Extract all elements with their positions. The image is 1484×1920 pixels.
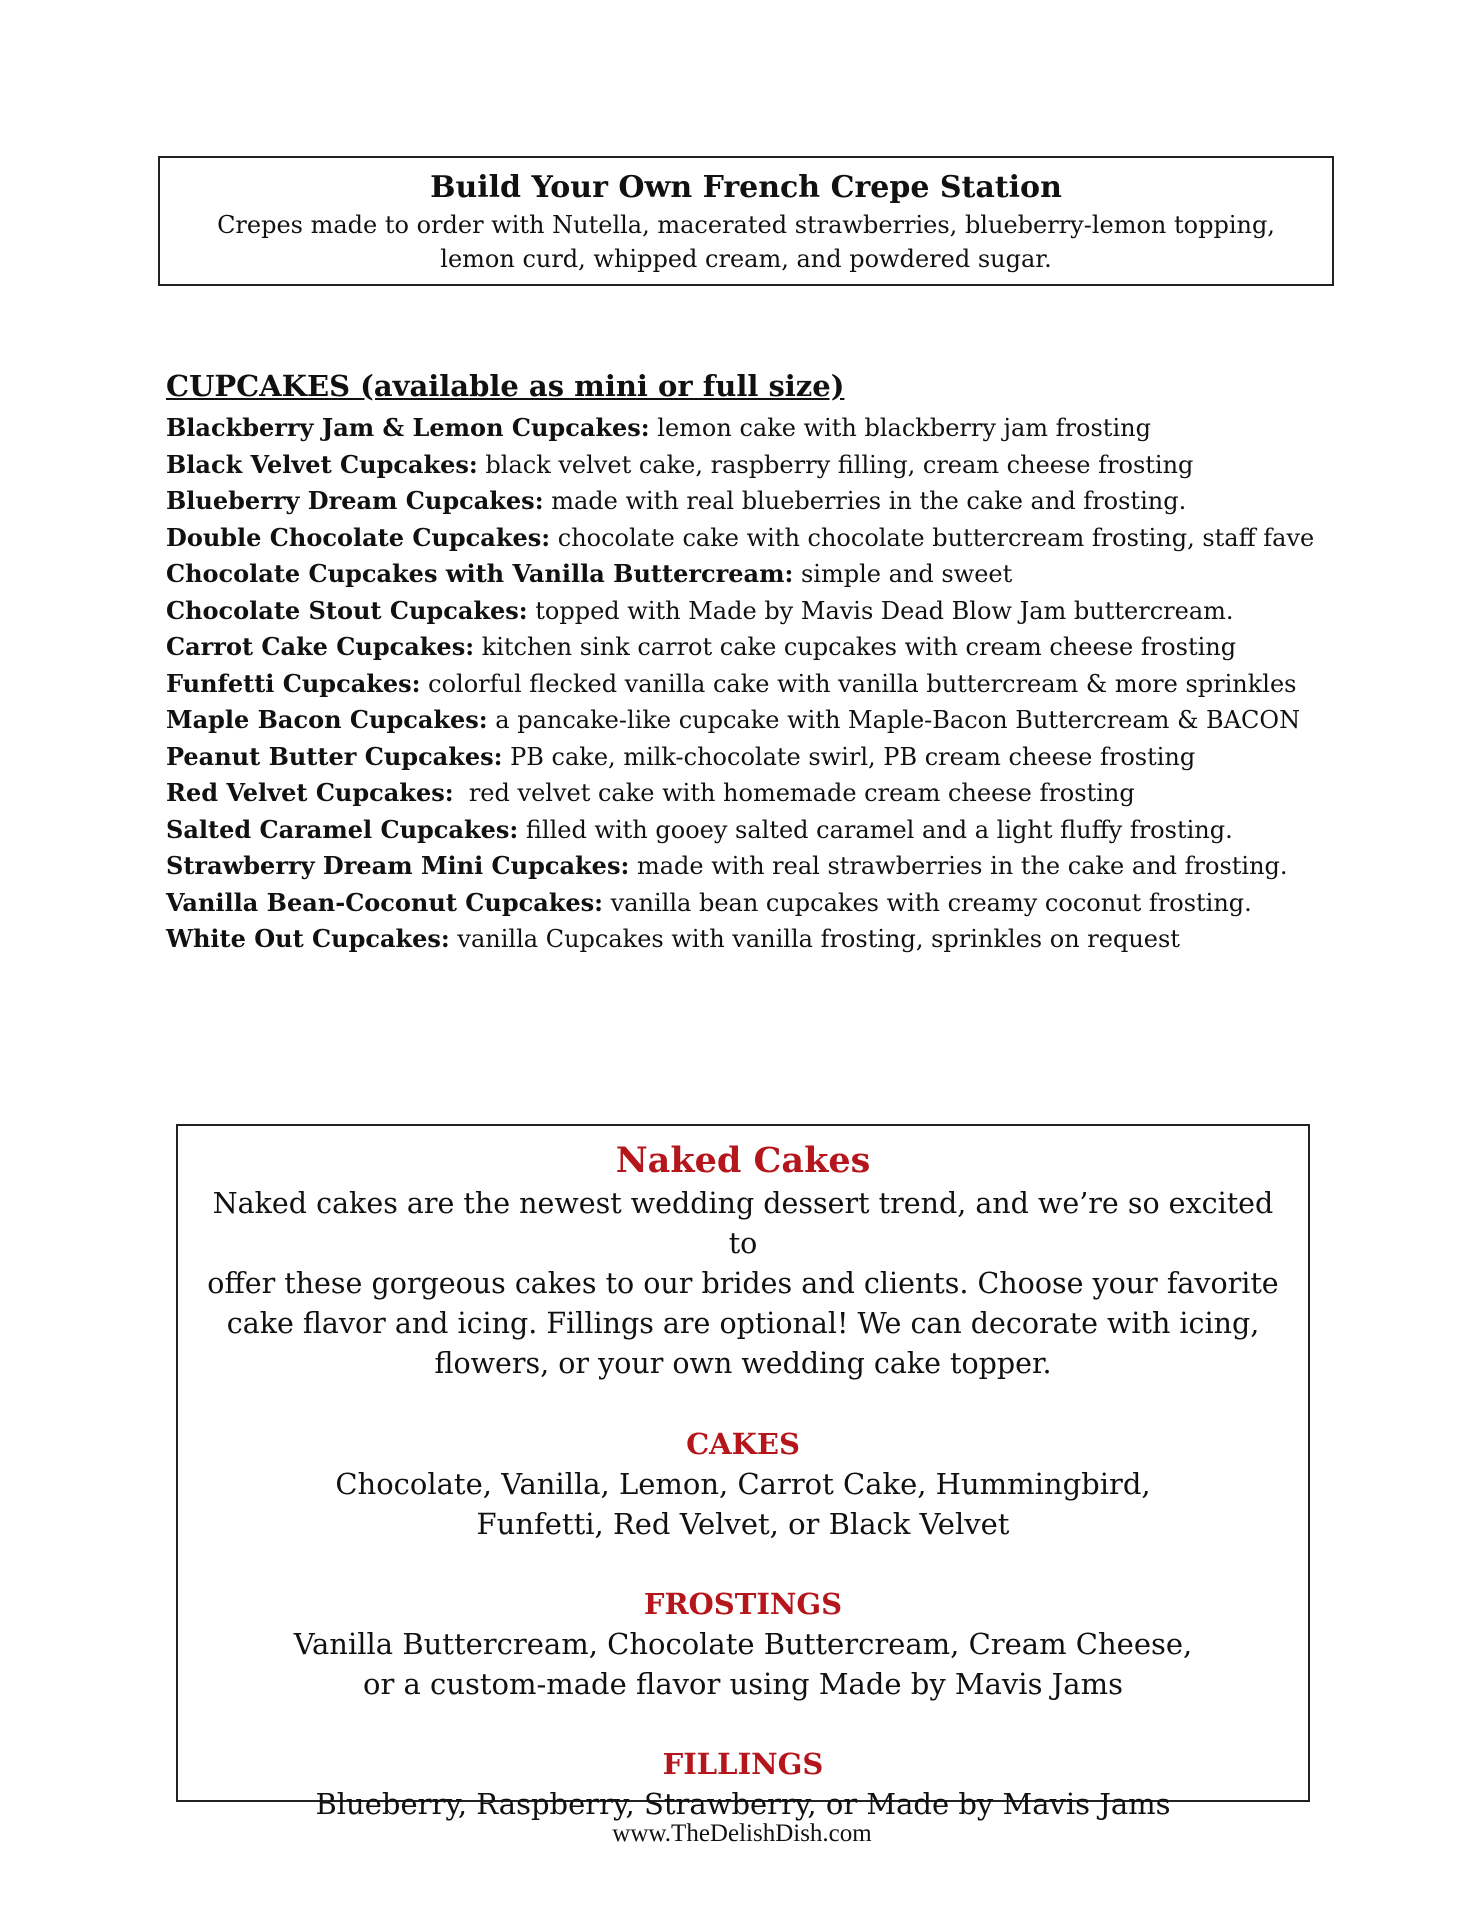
cupcake-item: [166, 848, 1336, 885]
cupcake-item: [166, 483, 1336, 520]
cupcakes-section: [166, 364, 1336, 958]
frostings-options-line: or a custom-made flavor using Made by Mavis Jams: [363, 1667, 1123, 1701]
crepe-station-description-line: Crepes made to order with Nutella, macerated strawberries, blueberry-lemon topping,: [217, 211, 1275, 239]
cupcake-item: [166, 447, 1336, 484]
fillings-section: [178, 1744, 1308, 1824]
cupcake-item: [166, 520, 1336, 557]
frostings-options-line: Vanilla Buttercream, Chocolate Buttercream, Cream Cheese,: [293, 1627, 1193, 1661]
cupcake-item: [166, 556, 1336, 593]
cupcake-list: [166, 410, 1336, 958]
cupcake-description: kitchen sink carrot cake cupcakes with cream cheese frosting: [474, 633, 1237, 661]
cupcake-description: vanilla Cupcakes with vanilla frosting, sprinkles on request: [449, 925, 1180, 953]
cupcake-item: [166, 921, 1336, 958]
naked-cakes-box: [176, 1124, 1310, 1821]
cupcake-item: [166, 666, 1336, 703]
cupcake-name: Red Velvet Cupcakes:: [166, 778, 454, 807]
cupcakes-heading: CUPCAKES (available as mini or full size): [166, 369, 845, 403]
frostings-heading: FROSTINGS: [643, 1587, 843, 1621]
cupcake-name: Blueberry Dream Cupcakes:: [166, 486, 544, 515]
cupcake-name: Chocolate Cupcakes with Vanilla Buttercream:: [166, 559, 794, 588]
cupcake-name: Chocolate Stout Cupcakes:: [166, 595, 528, 625]
naked-cakes-title: Naked Cakes: [615, 1140, 871, 1181]
cupcake-name: White Out Cupcakes:: [166, 924, 450, 953]
cupcake-name: Salted Caramel Cupcakes:: [166, 814, 519, 844]
naked-cakes-intro-line: Naked cakes are the newest wedding dessert trend, and we’re so excited to: [212, 1187, 1274, 1260]
cupcake-item: [166, 775, 1336, 812]
cupcake-name: Strawberry Dream Mini Cupcakes:: [166, 851, 630, 880]
naked-cakes-intro-line: flowers, or your own wedding cake topper.: [434, 1347, 1052, 1380]
cupcake-name: Blackberry Jam & Lemon Cupcakes:: [166, 413, 650, 442]
crepe-station-title: Build Your Own French Crepe Station: [430, 170, 1062, 205]
cupcake-item: [166, 629, 1336, 666]
cupcake-name: Vanilla Bean-Coconut Cupcakes:: [166, 887, 604, 917]
crepe-station-box: [158, 156, 1334, 286]
footer-website-url: www.TheDelishDish.com: [612, 1820, 872, 1847]
cupcake-item: [166, 702, 1336, 739]
cupcake-item: [166, 885, 1336, 922]
cupcake-name: Peanut Butter Cupcakes:: [166, 741, 503, 771]
cupcake-description: a pancake-like cupcake with Maple-Bacon Buttercream & BACON: [487, 706, 1301, 734]
cupcake-name: Carrot Cake Cupcakes:: [166, 632, 475, 661]
naked-cakes-intro-line: cake flavor and icing. Fillings are optional! We can decorate with icing,: [226, 1307, 1260, 1340]
cupcake-description: black velvet cake, raspberry filling, cream cheese frosting: [477, 450, 1194, 479]
naked-cakes-intro-line: offer these gorgeous cakes to our brides and clients. Choose your favorite: [207, 1267, 1279, 1300]
cupcake-description: colorful flecked vanilla cake with vanilla buttercream & more sprinkles: [420, 669, 1297, 698]
crepe-station-description-line: lemon curd, whipped cream, and powdered sugar.: [440, 245, 1052, 273]
fillings-heading: FILLINGS: [662, 1747, 824, 1781]
cakes-heading: CAKES: [686, 1427, 800, 1461]
cupcake-description: topped with Made by Mavis Dead Blow Jam buttercream.: [527, 596, 1234, 625]
cupcake-description: simple and sweet: [793, 560, 1013, 588]
cupcake-description: chocolate cake with chocolate buttercream frosting, staff fave: [550, 523, 1315, 552]
cupcake-description: filled with gooey salted caramel and a light fluffy frosting.: [518, 815, 1233, 844]
cupcake-name: Double Chocolate Cupcakes:: [166, 522, 551, 552]
cupcake-description: vanilla bean cupcakes with creamy coconut frosting.: [603, 888, 1252, 917]
frostings-section: [178, 1584, 1308, 1704]
cupcake-name: Funfetti Cupcakes:: [166, 668, 421, 698]
cupcake-item: [166, 739, 1336, 776]
cupcake-name: Maple Bacon Cupcakes:: [166, 705, 488, 734]
cupcake-description: red velvet cake with homemade cream cheese frosting: [453, 779, 1135, 807]
cupcake-description: made with real blueberries in the cake and frosting.: [543, 487, 1187, 515]
cupcake-item: [166, 593, 1336, 630]
cupcake-description: lemon cake with blackberry jam frosting: [649, 414, 1151, 442]
cupcake-description: PB cake, milk-chocolate swirl, PB cream cheese frosting: [502, 742, 1196, 771]
cakes-section: [178, 1424, 1308, 1544]
cupcake-description: made with real strawberries in the cake and frosting.: [629, 852, 1288, 880]
cupcake-item: [166, 410, 1336, 447]
cupcake-name: Black Velvet Cupcakes:: [166, 449, 478, 479]
fillings-options-line: Blueberry, Raspberry, Strawberry, or Made by Mavis Jams: [315, 1787, 1171, 1821]
cakes-options-line: Chocolate, Vanilla, Lemon, Carrot Cake, Hummingbird,: [335, 1467, 1151, 1501]
cakes-options-line: Funfetti, Red Velvet, or Black Velvet: [476, 1507, 1010, 1541]
cupcake-item: [166, 812, 1336, 849]
